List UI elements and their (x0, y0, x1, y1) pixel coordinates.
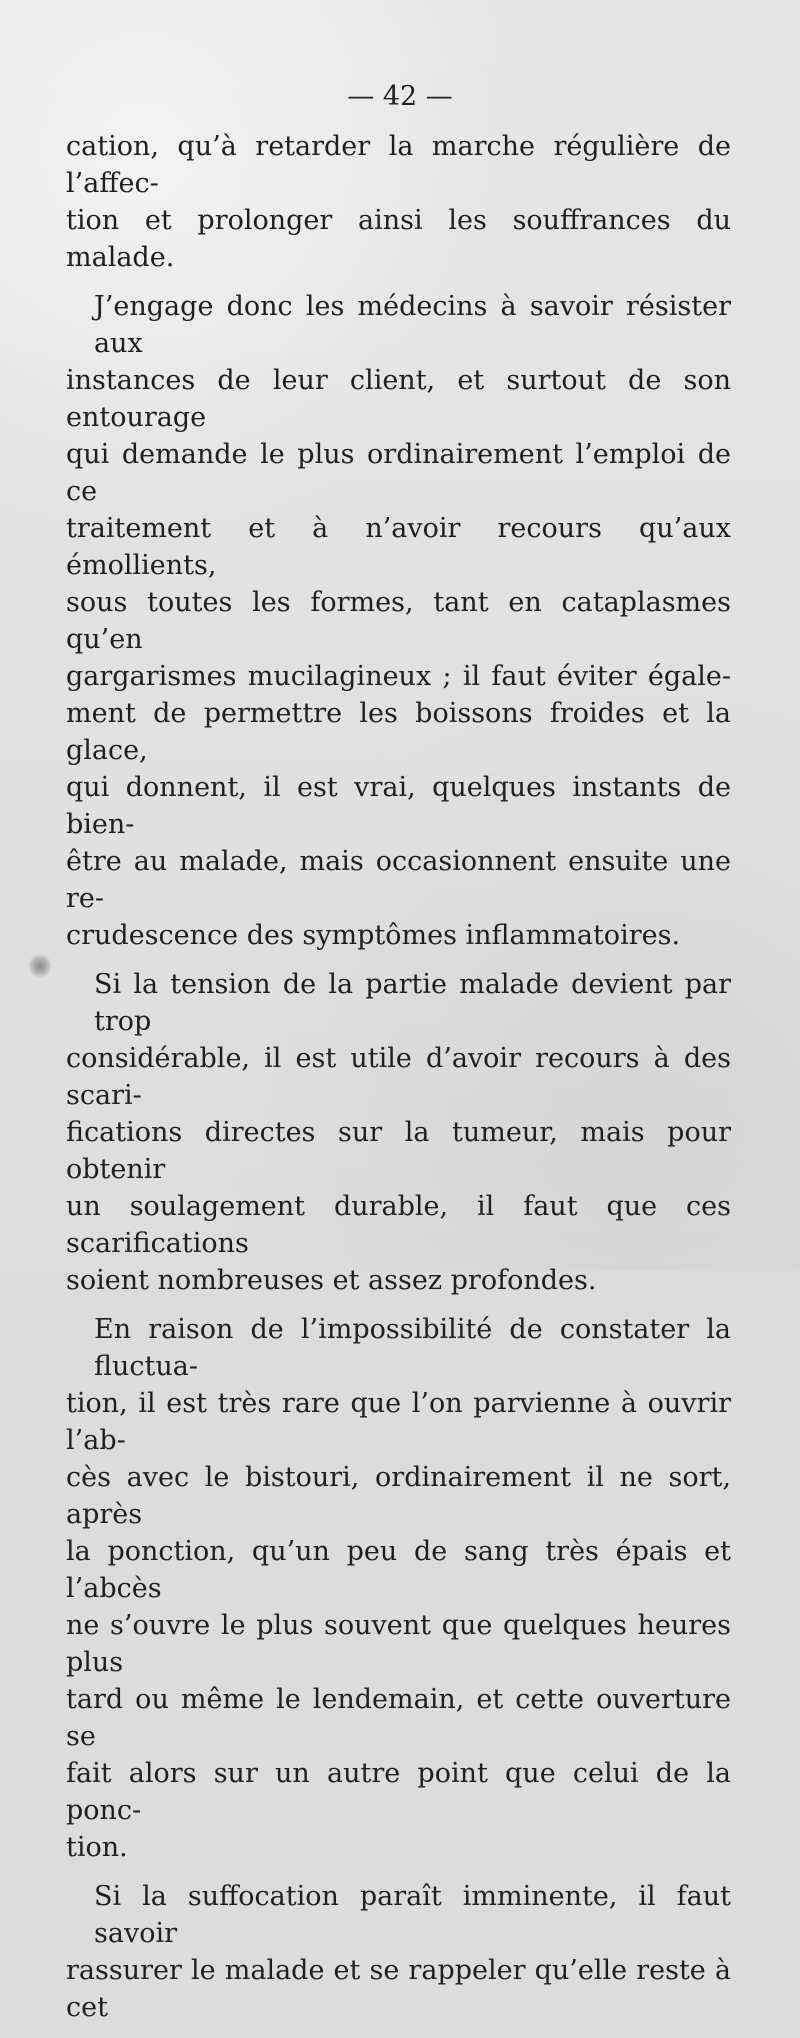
text-line: soient nombreuses et assez profondes. (66, 1265, 597, 1296)
text-line: ne s’ouvre le plus souvent que quelques heures plus (66, 1610, 731, 1678)
text-line: fait alors sur un autre point que celui de la ponc- (66, 1758, 731, 1826)
text-line: cation, qu’à retarder la marche régulière de l’affec- (66, 131, 731, 199)
text-line: tion et prolonger ainsi les souffrances du malade. (66, 205, 731, 273)
paragraph (66, 1311, 731, 1866)
text-line: être au malade, mais occasionnent ensuite une re- (66, 846, 731, 914)
text-line: traitement et à n’avoir recours qu’aux émollients, (66, 513, 731, 581)
text-line: qui donnent, il est vrai, quelques instants de bien- (66, 772, 731, 840)
text-line: J’engage donc les médecins à savoir résister aux (94, 291, 731, 359)
text-line: ment de permettre les boissons froides et la glace, (66, 698, 731, 766)
text-line: la ponction, qu’un peu de sang très épais et l’abcès (66, 1536, 731, 1604)
text-line: cès avec le bistouri, ordinairement il ne sort, après (66, 1462, 731, 1530)
paragraph (66, 288, 731, 954)
text-line: qui demande le plus ordinairement l’emploi de ce (66, 439, 731, 507)
text-line: Si la tension de la partie malade devient par trop (94, 969, 731, 1037)
text-line: En raison de l’impossibilité de constater la fluctua- (94, 1314, 731, 1382)
paragraph (66, 128, 731, 276)
text-line: gargarismes mucilagineux ; il faut éviter égale- (66, 661, 731, 692)
text-line: instances de leur client, et surtout de son entourage (66, 365, 731, 433)
paragraph (66, 966, 731, 1299)
text-line: tard ou même le lendemain, et cette ouverture se (66, 1684, 731, 1752)
text-line: sous toutes les formes, tant en cataplasmes qu’en (66, 587, 731, 655)
paragraph (66, 1878, 731, 2026)
text-line: tion, il est très rare que l’on parvienne à ouvrir l’ab- (66, 1388, 731, 1456)
text-line: Si la suffocation paraît imminente, il faut savoir (94, 1881, 731, 1949)
page-number: — 42 — (347, 81, 453, 112)
text-line: rassurer le malade et se rappeler qu’elle reste à cet (66, 1955, 731, 2023)
text-line: fications directes sur la tumeur, mais pour obtenir (66, 1117, 731, 1185)
text-line: tion. (66, 1832, 128, 1863)
text-line: considérable, il est utile d’avoir recours à des scari- (66, 1043, 731, 1111)
body-text (66, 128, 731, 2038)
ink-smudge (28, 954, 52, 978)
text-line: crudescence des symptômes inflammatoires. (66, 920, 681, 951)
text-line: un soulagement durable, il faut que ces scarifications (66, 1191, 731, 1259)
